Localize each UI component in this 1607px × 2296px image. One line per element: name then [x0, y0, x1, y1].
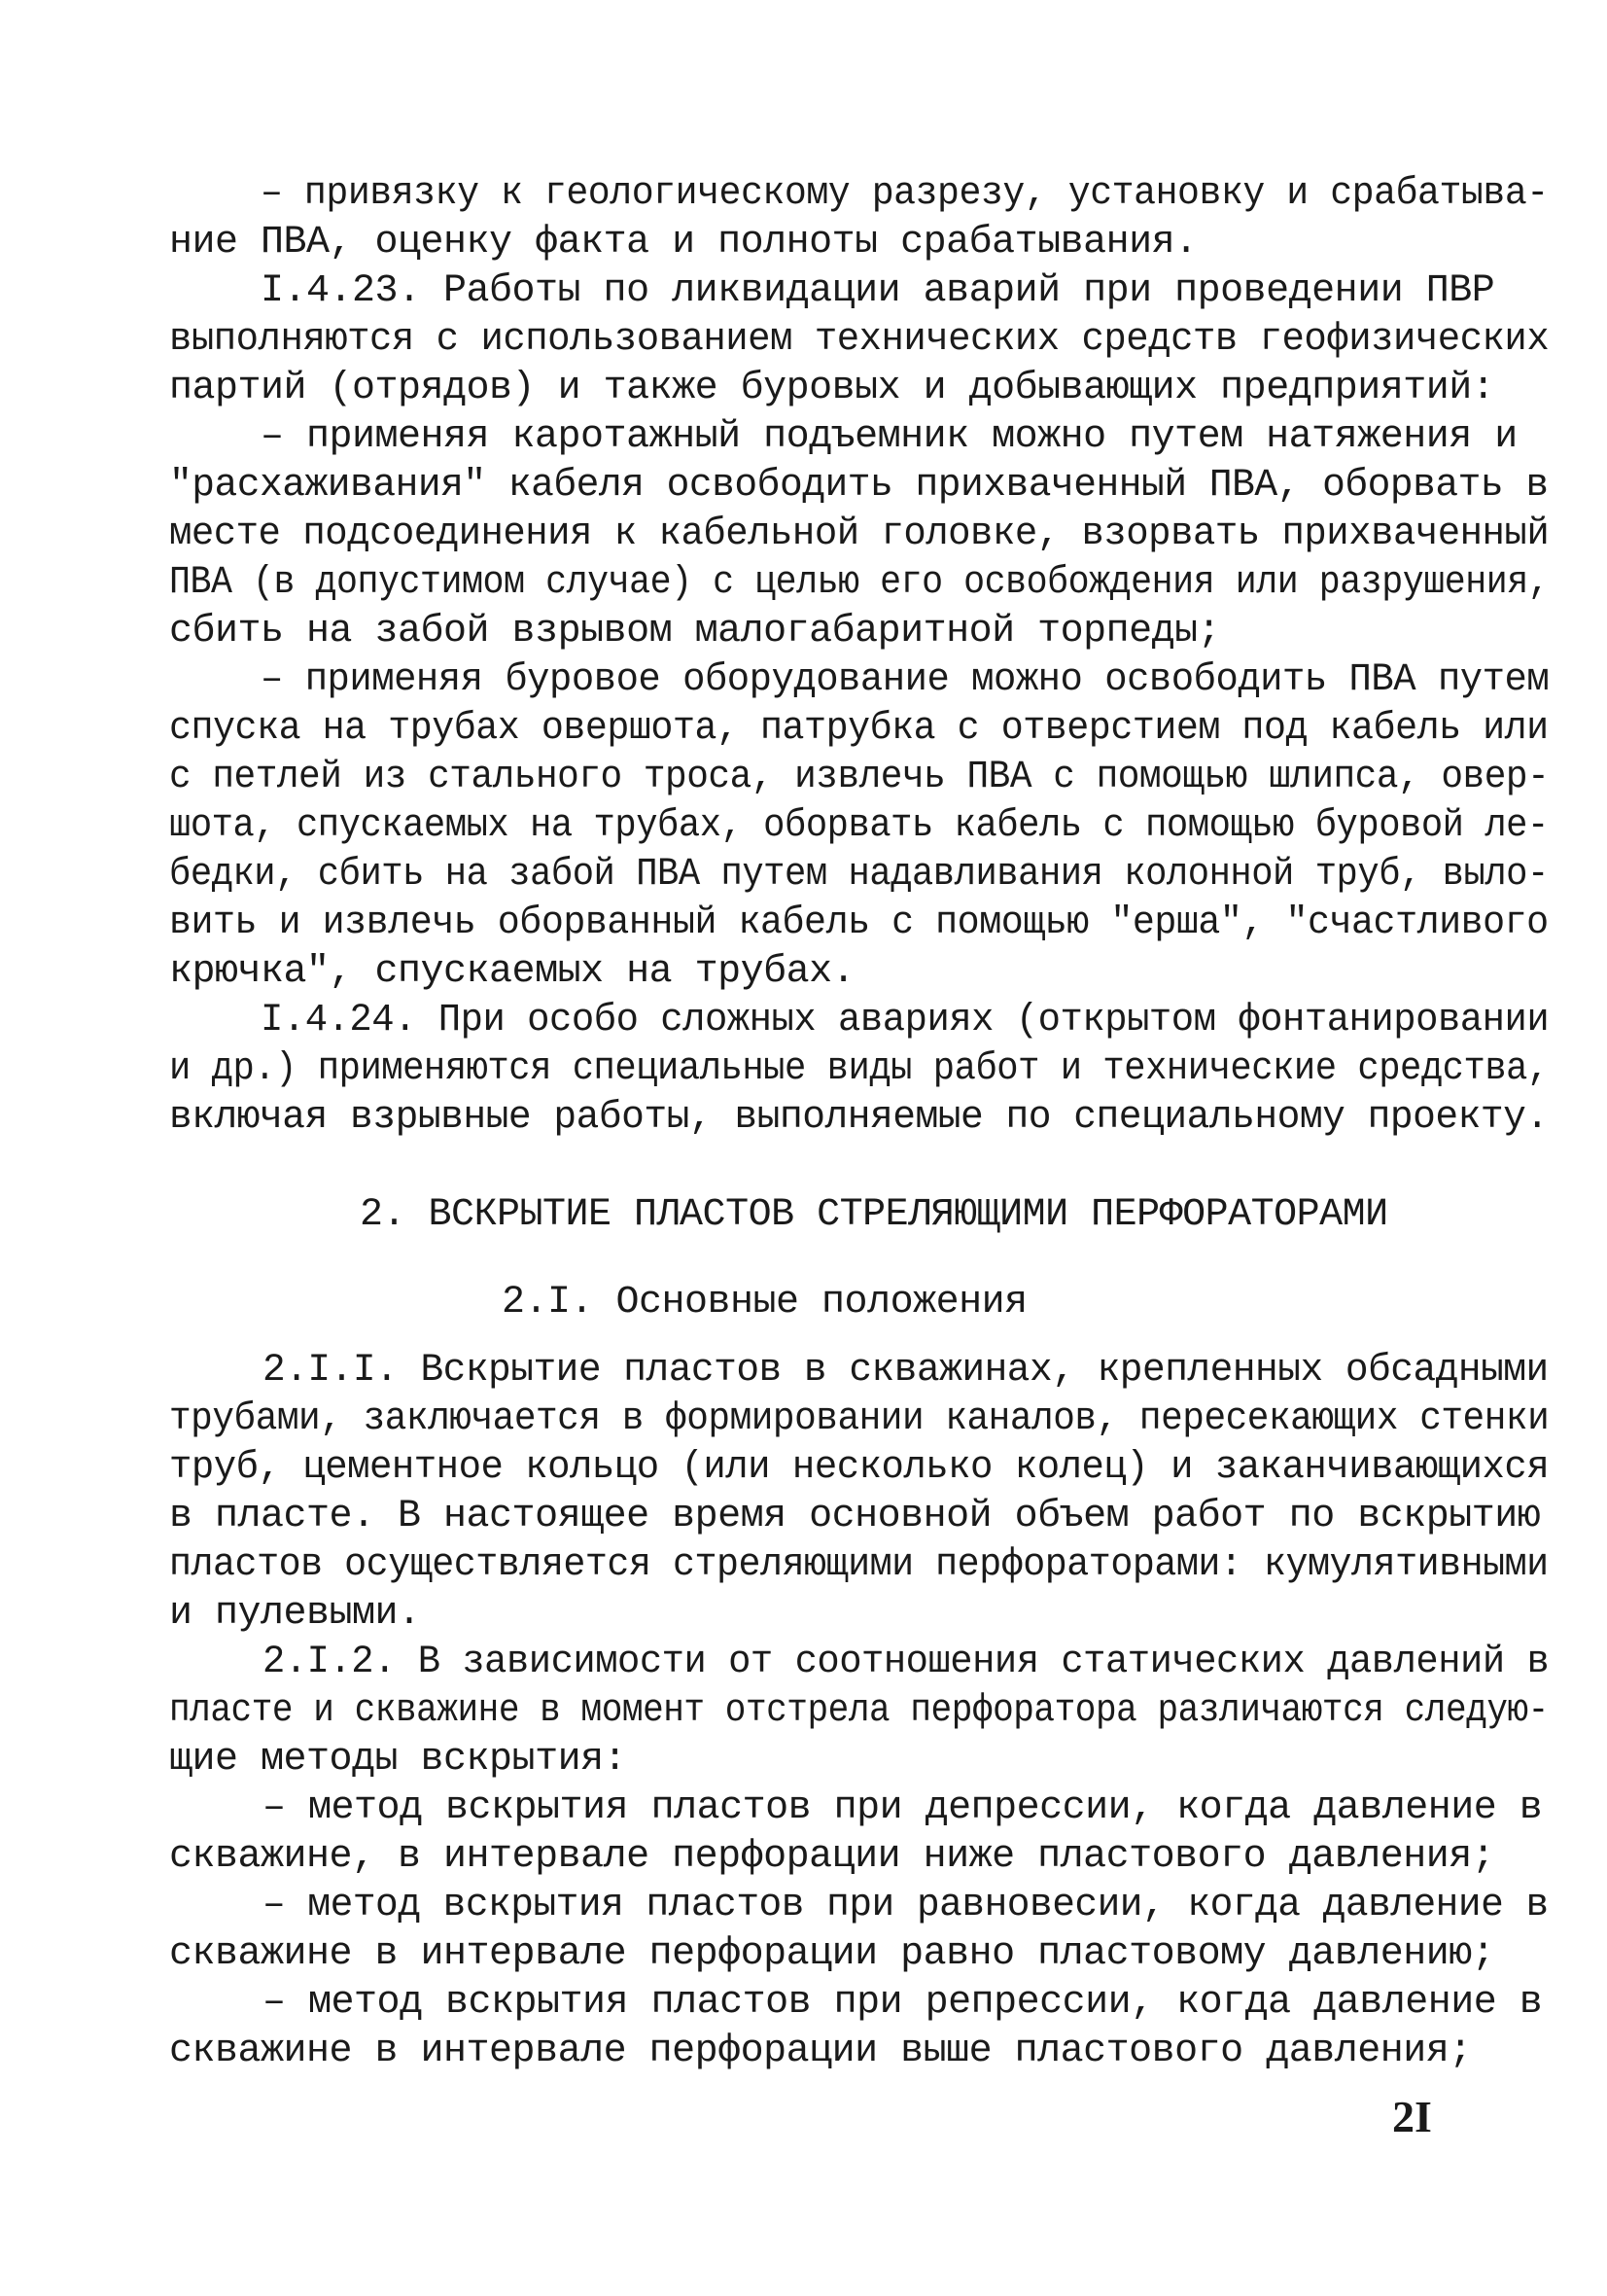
text-line: I.4.23. Работы по ликвидации аварий при проведении ПВР: [261, 269, 1495, 313]
text-line: 2.I.2. В зависимости от соотношения статических давлений в: [262, 1641, 1550, 1684]
text-line: месте подсоединения к кабельной головке, взорвать прихваченный: [169, 512, 1550, 556]
text-line: бедки, сбить на забой ПВА путем надавливания колонной труб, выло-: [169, 853, 1549, 897]
text-line: и пулевыми.: [169, 1592, 421, 1636]
text-line: ПВА (в допустимом случае) с целью его освобождения или разрушения,: [169, 561, 1550, 605]
text-line: и др.) применяются специальные виды работ и технические средства,: [169, 1047, 1549, 1091]
text-line: труб, цементное кольцо (или несколько колец) и заканчивающихся: [169, 1446, 1550, 1490]
text-line: ние ПВА, оценку факта и полноты срабатывания.: [169, 221, 1198, 265]
text-line: крючка", спускаемых на трубах.: [169, 950, 856, 994]
text-line: в пласте. В настоящее время основной объем работ по вскрытию: [169, 1495, 1541, 1538]
page-number: 2I: [1392, 2092, 1432, 2141]
text-line: – применяя буровое оборудование можно освободить ПВА путем: [261, 658, 1550, 702]
text-line: сбить на забой взрывом малогабаритной торпеды;: [169, 610, 1221, 653]
text-line: пластов осуществляется стреляющими перфораторами: кумулятивными: [169, 1543, 1549, 1587]
text-line: партий (отрядов) и также буровых и добывающих предприятий:: [169, 367, 1495, 410]
text-line: I.4.24. При особо сложных авариях (открытом фонтанировании: [261, 999, 1550, 1042]
text-line: спуска на трубах овершота, патрубка с отверстием под кабель или: [169, 707, 1549, 751]
section-heading: 2. ВСКРЫТИЕ ПЛАСТОВ СТРЕЛЯЮЩИМИ ПЕРФОРАТОРАМИ: [360, 1193, 1388, 1237]
text-line: – привязку к геологическому разрезу, установку и срабатыва-: [261, 172, 1549, 216]
text-line: 2.I.I. Вскрытие пластов в скважинах, крепленных обсадными: [262, 1349, 1549, 1393]
text-line: трубами, заключается в формировании каналов, пересекающих стенки: [169, 1397, 1550, 1441]
text-line: скважине в интервале перфорации равно пластовому давлению;: [169, 1932, 1495, 1976]
text-line: включая взрывные работы, выполняемые по специальному проекту.: [169, 1096, 1549, 1140]
text-line: скважине, в интервале перфорации ниже пластового давления;: [169, 1835, 1495, 1879]
text-line: вить и извлечь оборванный кабель с помощью "ерша", "счастливого: [169, 901, 1549, 945]
text-line: выполняются с использованием технических средств геофизических: [169, 318, 1550, 362]
text-line: "расхаживания" кабеля освободить прихваченный ПВА, оборвать в: [169, 464, 1549, 508]
text-line: щие методы вскрытия:: [169, 1738, 627, 1782]
subsection-heading: 2.I. Основные положения: [502, 1281, 1028, 1325]
text-line: шота, спускаемых на трубах, оборвать кабель с помощью буровой ле-: [169, 804, 1549, 848]
text-line: – метод вскрытия пластов при депрессии, когда давление в: [262, 1786, 1543, 1830]
text-line: – метод вскрытия пластов при равновесии, когда давление в: [262, 1884, 1549, 1927]
text-line: скважине в интервале перфорации выше пластового давления;: [169, 2030, 1472, 2073]
text-line: с петлей из стального троса, извлечь ПВА с помощью шлипса, овер-: [169, 756, 1550, 799]
text-line: пласте и скважине в момент отстрела перфоратора различаются следую-: [169, 1689, 1549, 1733]
text-line: – применяя каротажный подъемник можно путем натяжения и: [261, 415, 1518, 459]
text-line: – метод вскрытия пластов при репрессии, когда давление в: [262, 1981, 1543, 2025]
